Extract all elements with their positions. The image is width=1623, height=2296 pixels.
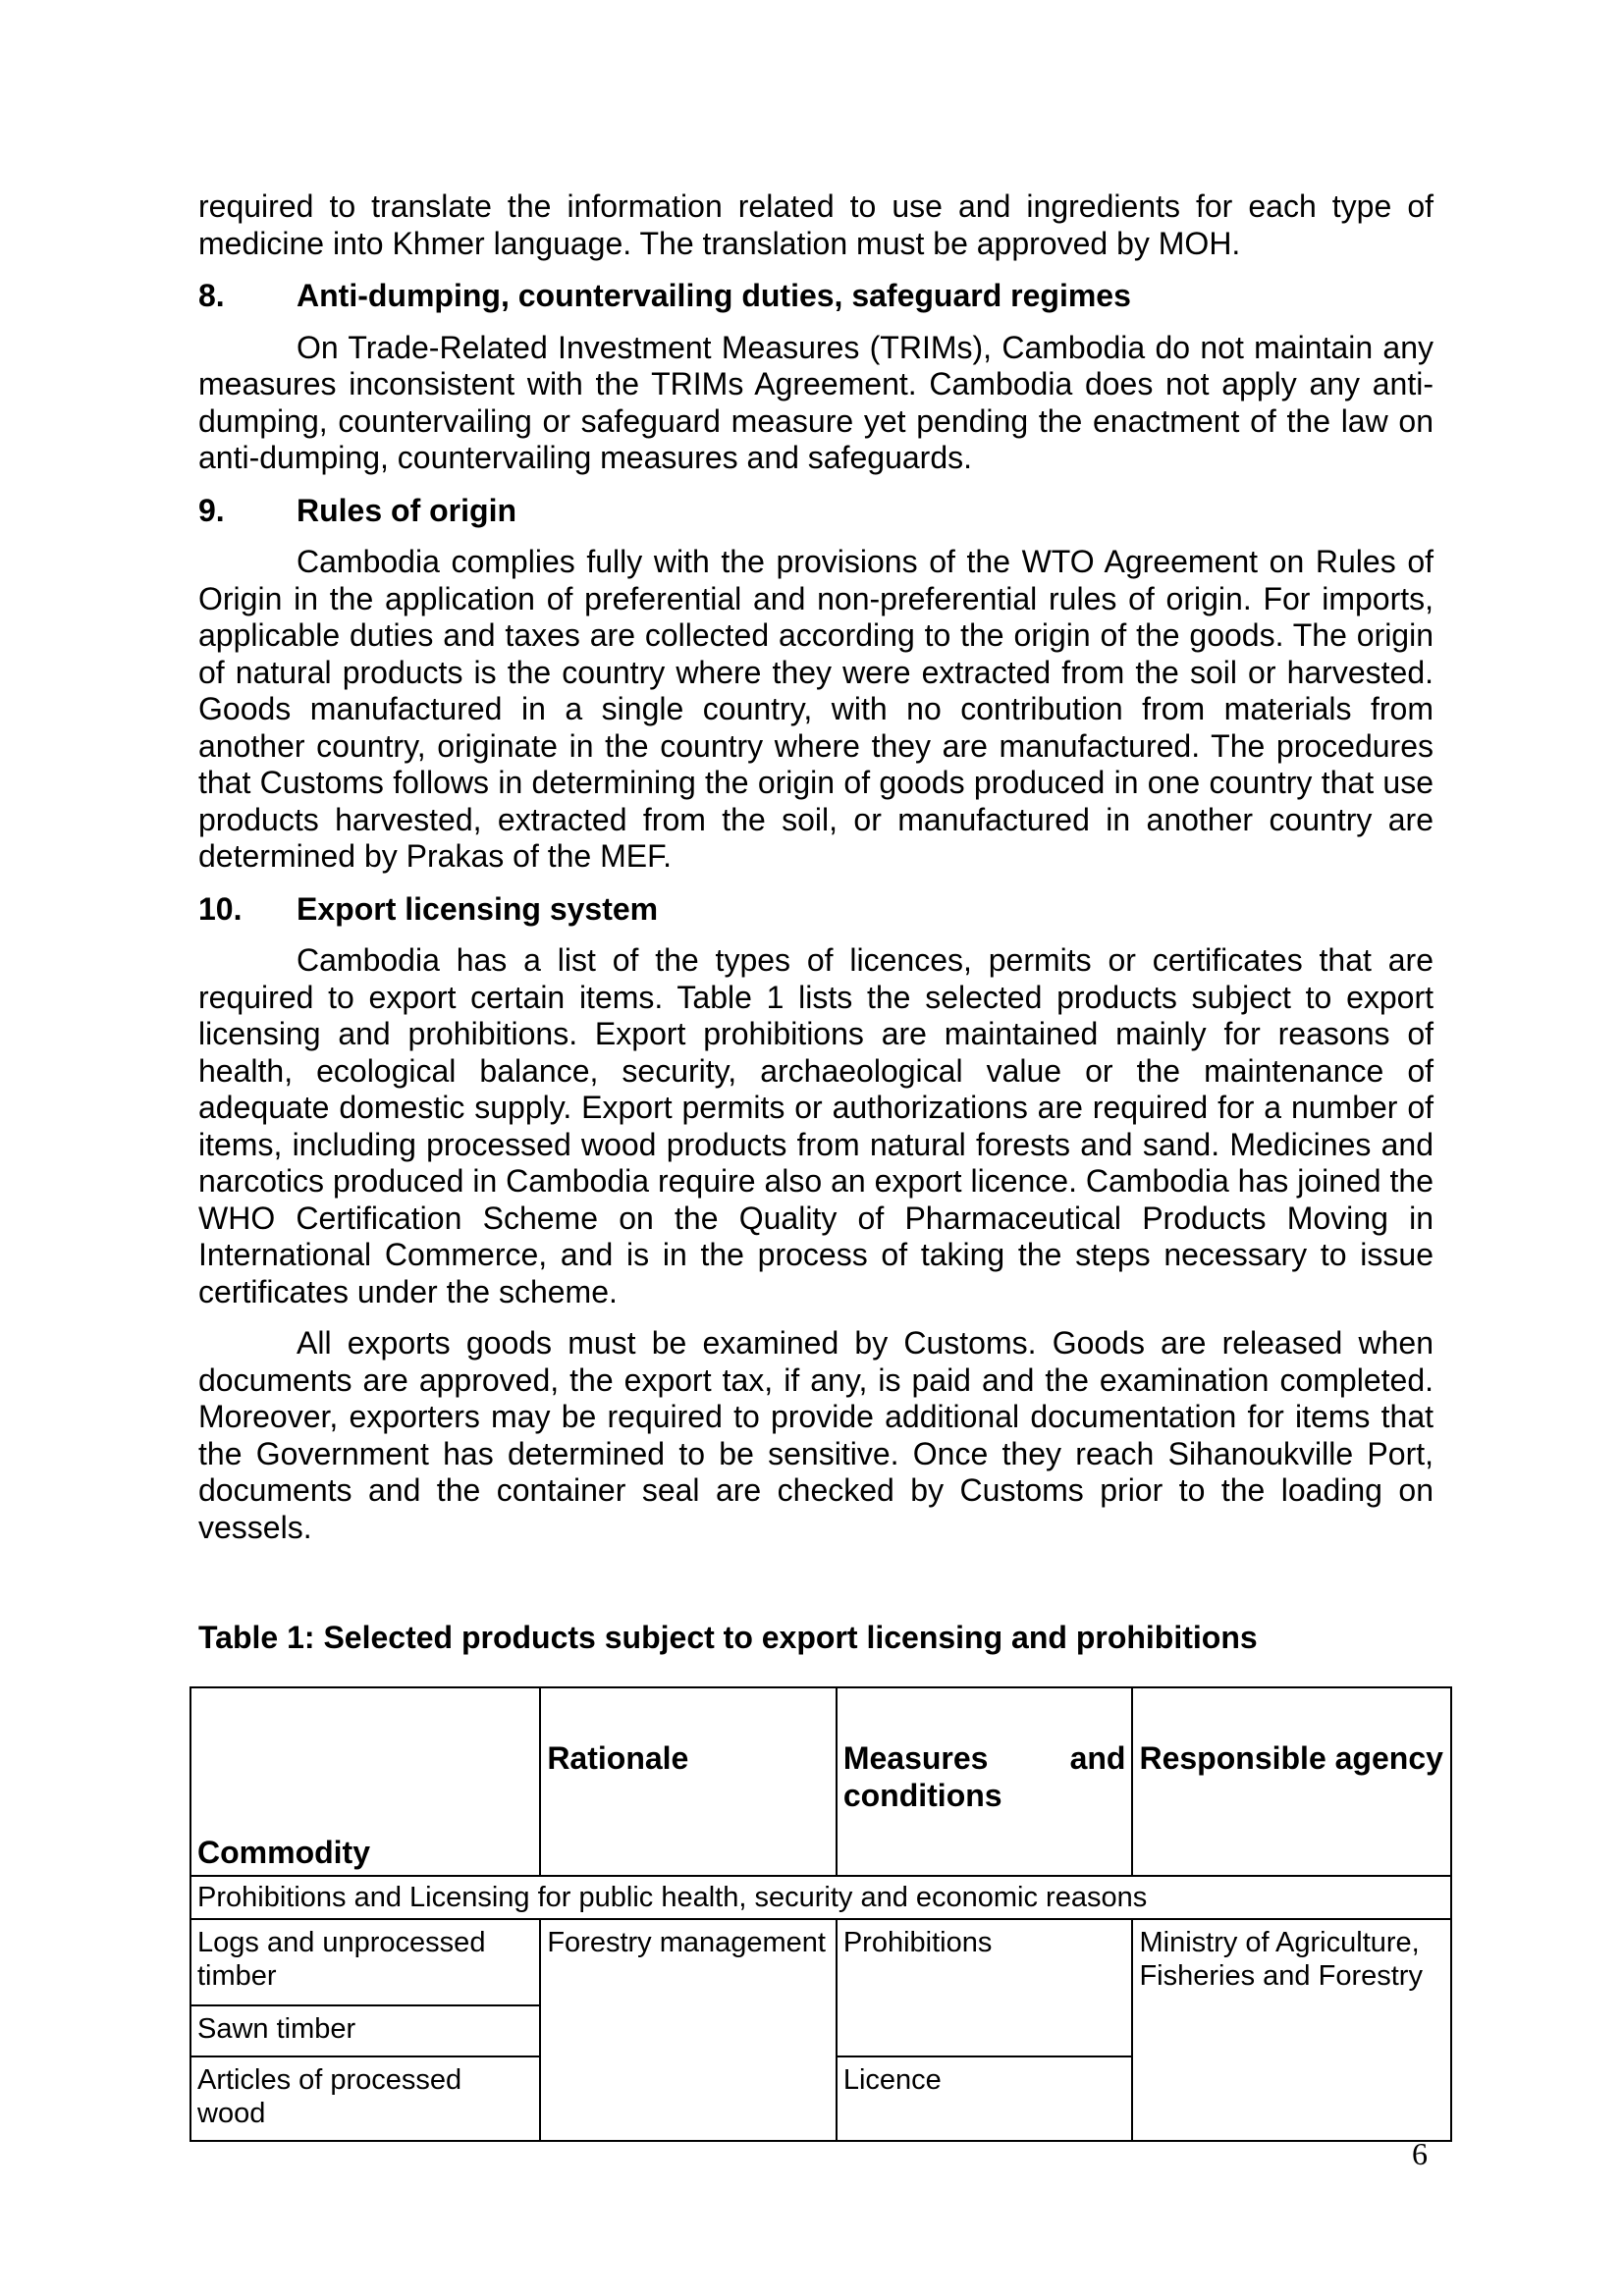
group-row-label: Prohibitions and Licensing for public health, security and economic reasons [190, 1876, 1451, 1919]
section-title: Anti-dumping, countervailing duties, safeguard regimes [297, 278, 1131, 313]
commodity-cell: Articles of processed wood [190, 2056, 540, 2141]
header-agency: Responsible agency [1132, 1687, 1451, 1876]
section-number: 8. [198, 278, 225, 313]
measure-cell: Prohibitions [837, 1919, 1133, 2056]
section-heading-10 [198, 891, 1434, 929]
section-10-paragraph-2: All exports goods must be examined by Customs. Goods are released when documents are approved, the export tax, if any, is paid and the examination completed. Moreover, exporters may be required to provide additional documentation for items that the Government has determined to be sensitive. Once they reach Sihanoukville Port, documents and the container seal are checked by Customs prior to the loading on vessels. [198, 1325, 1434, 1545]
export-licensing-table [189, 1686, 1452, 2142]
section-title: Export licensing system [297, 890, 659, 927]
section-heading-8 [198, 278, 1434, 315]
table-row [190, 1919, 1451, 2005]
measure-cell: Licence [837, 2056, 1133, 2141]
section-heading-9 [198, 493, 1434, 530]
section-number: 10. [198, 890, 243, 927]
header-and-word: and [1069, 1740, 1126, 1776]
intro-paragraph: required to translate the information related to use and ingredients for each type of medicine into Khmer language. The translation must be approved by MOH. [198, 188, 1434, 261]
commodity-cell: Logs and unprocessed timber [190, 1919, 540, 2005]
commodity-cell: Sawn timber [190, 2005, 540, 2056]
header-measures-word: Measures [842, 1740, 989, 1776]
agency-cell: Ministry of Agriculture, Fisheries and Forestry [1132, 1919, 1451, 2141]
document-body [198, 188, 1434, 1657]
header-measures [837, 1687, 1133, 1876]
table-header-row [190, 1687, 1451, 1876]
page-number: 6 [1412, 2136, 1428, 2171]
section-title: Rules of origin [297, 492, 516, 528]
section-9-paragraph: Cambodia complies fully with the provisions of the WTO Agreement on Rules of Origin in the application of preferential and non-preferential rules of origin. For imports, applicable duties and taxes are collected according to the origin of the goods. The origin of natural products is the country where they were extracted from the soil or harvested. Goods manufactured in a single country, with no contribution from materials from another country, originate in the country where they are manufactured. The procedures that Customs follows in determining the origin of goods produced in one country that use products harvested, extracted from the soil, or manufactured in another country are determined by Prakas of the MEF. [198, 544, 1434, 874]
section-8-paragraph: On Trade-Related Investment Measures (TRIMs), Cambodia do not maintain any measures inconsistent with the TRIMs Agreement. Cambodia does not apply any anti-dumping, countervailing or safeguard measure yet pending the enactment of the law on anti-dumping, countervailing measures and safeguards. [198, 329, 1434, 475]
section-number: 9. [198, 492, 225, 528]
section-10-paragraph-1: Cambodia has a list of the types of licences, permits or certificates that are required to export certain items. Table 1 lists the selected products subject to export licensing and prohibitions. Export prohibitions are maintained mainly for reasons of health, ecological balance, security, archaeological value or the maintenance of adequate domestic supply. Export permits or authorizations are required for a number of items, including processed wood products from natural forests and sand. Medicines and narcotics produced in Cambodia require also an export licence. Cambodia has joined the WHO Certification Scheme on the Quality of Pharmaceutical Products Moving in International Commerce, and is in the process of taking the steps necessary to issue certificates under the scheme. [198, 942, 1434, 1309]
table-group-row [190, 1876, 1451, 1919]
header-conditions-word: conditions [842, 1778, 1002, 1813]
table-caption: Table 1: Selected products subject to export licensing and prohibitions [198, 1620, 1258, 1655]
rationale-cell: Forestry management [540, 1919, 837, 2141]
header-rationale: Rationale [540, 1687, 837, 1876]
header-commodity: Commodity [190, 1687, 540, 1876]
